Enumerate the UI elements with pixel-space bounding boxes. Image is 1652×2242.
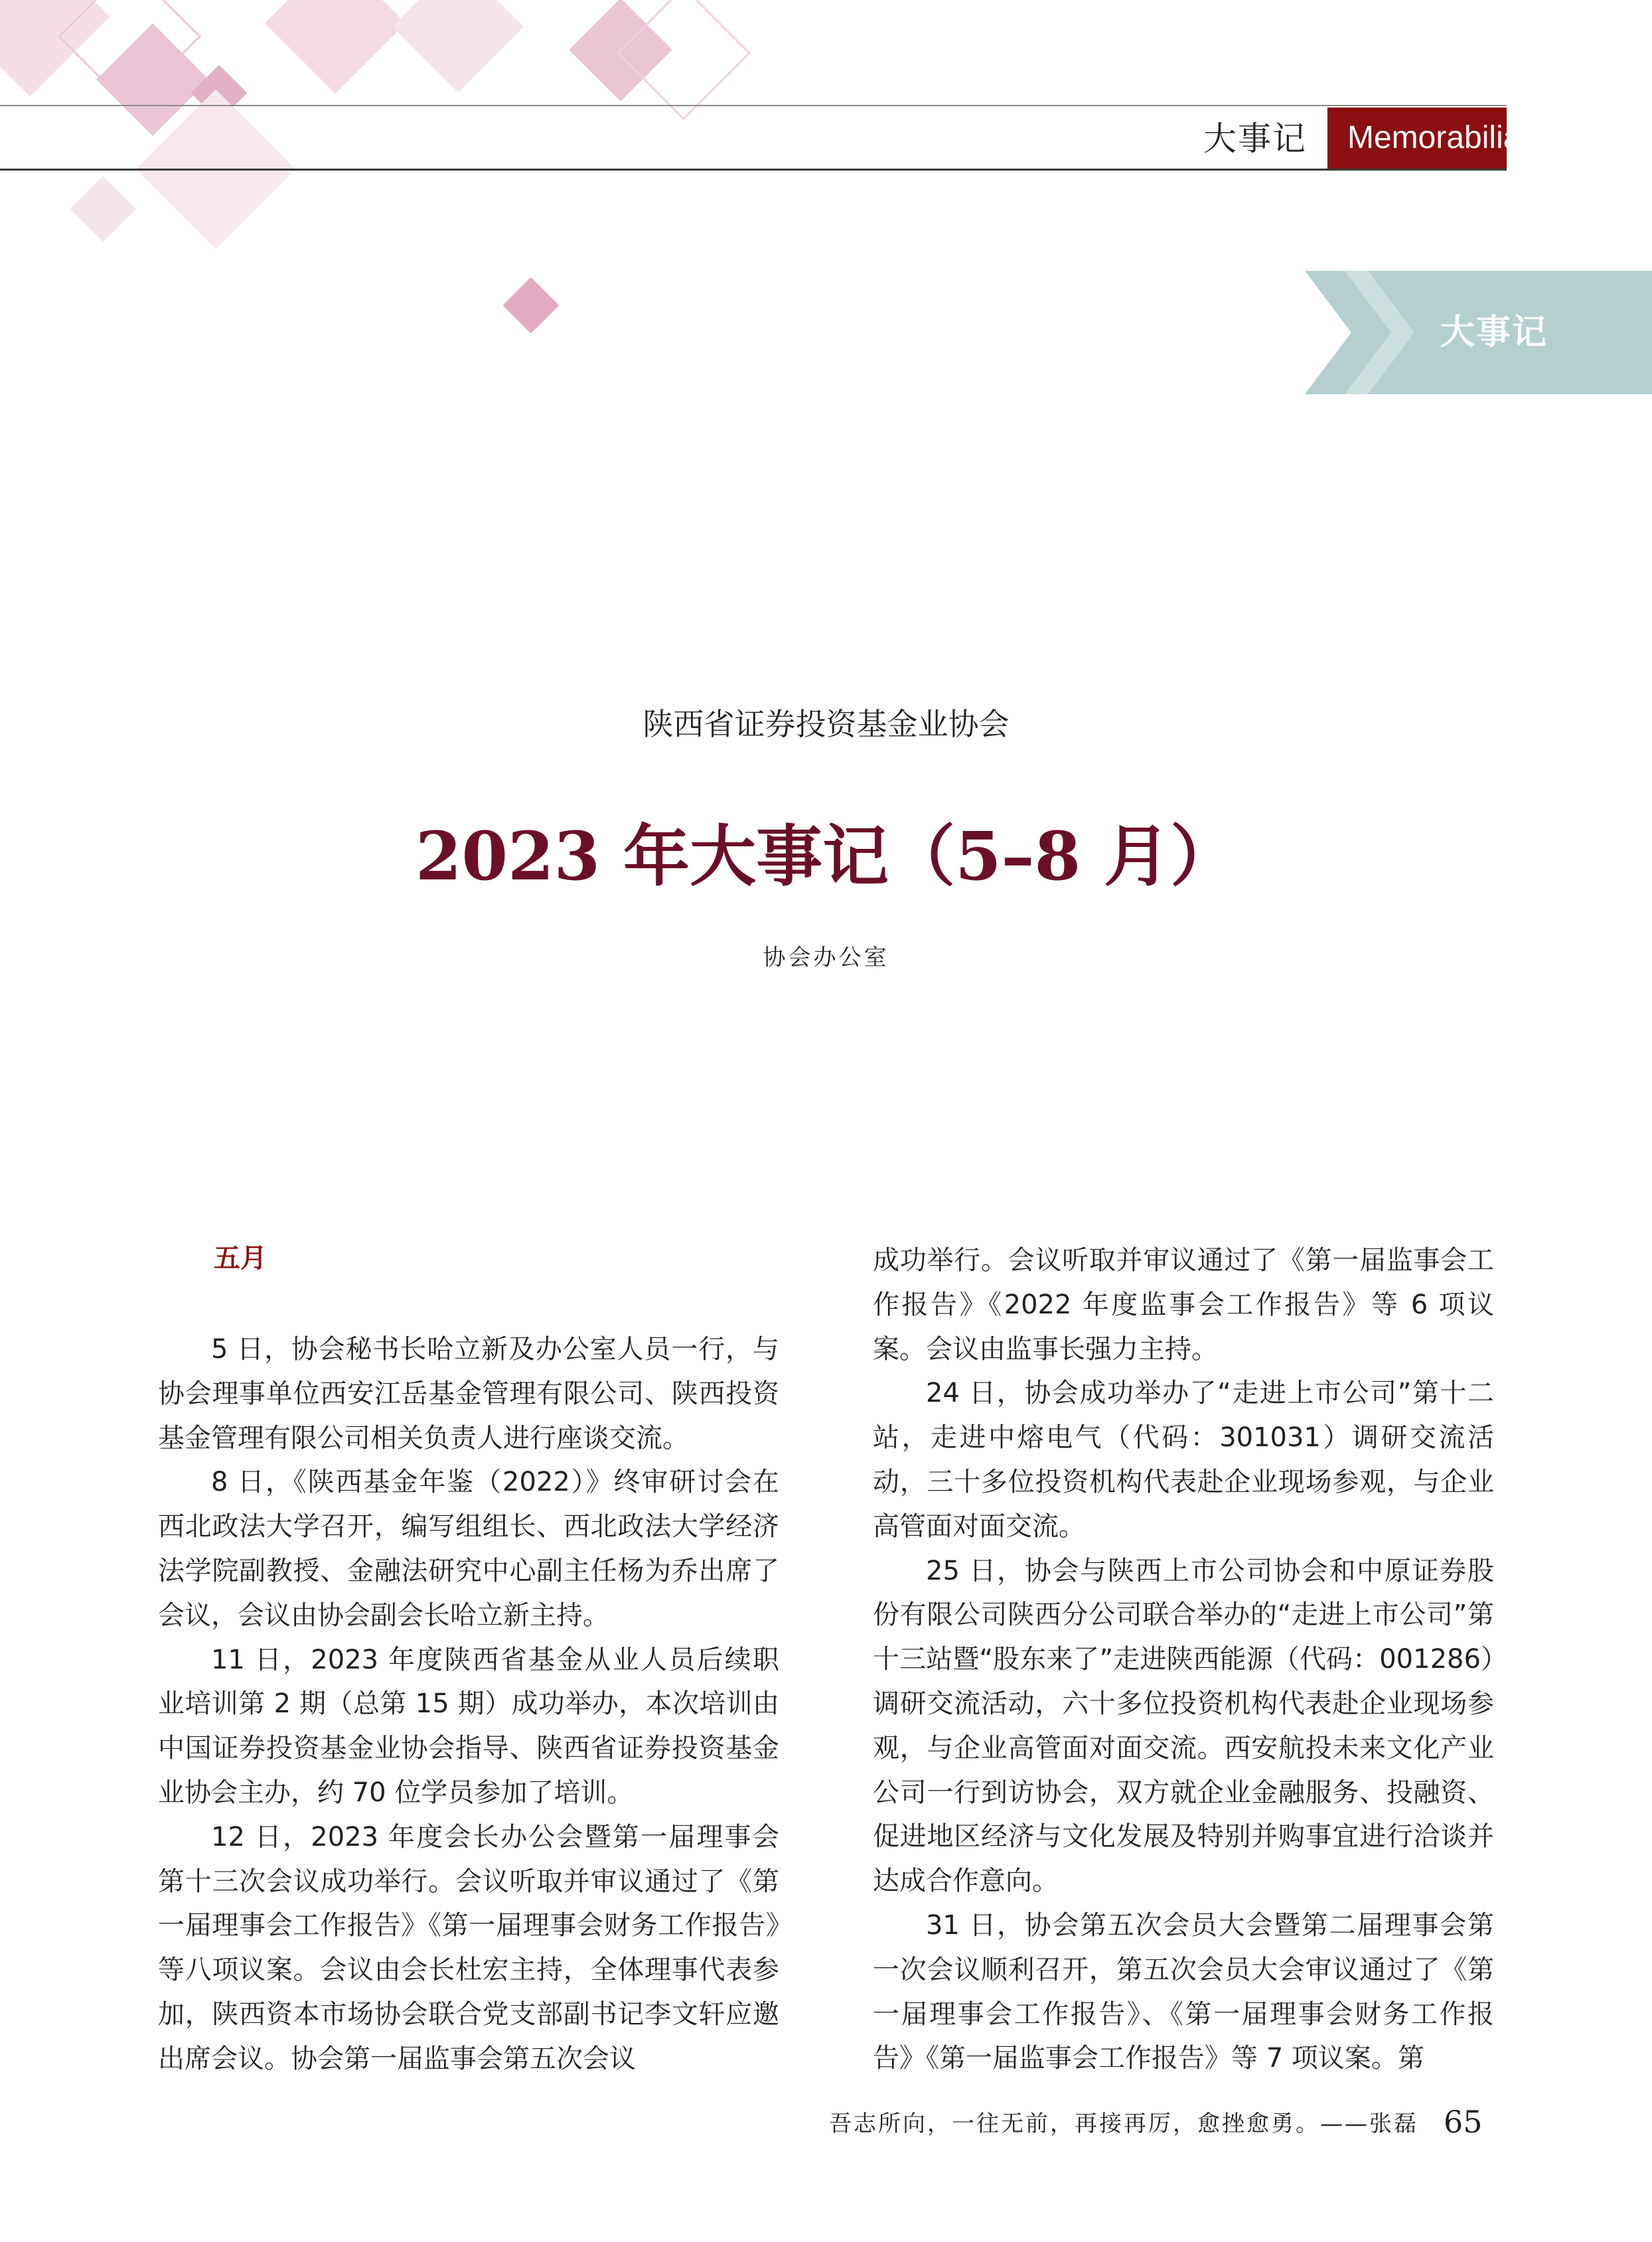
paragraph: 31 日，协会第五次会员大会暨第二届理事会第一次会议顺利召开，第五次会员大会审议通过了《第一届理事会工作报告》、《第一届理事会财务工作报告》《第一届监事会工作报告》等 7 项议案。第 <box>873 1909 1494 2074</box>
decorative-diamond-pattern <box>0 0 796 345</box>
section-tab-label: 大事记 <box>1440 312 1548 352</box>
article-title: 2023 年大事记（5–8 月） <box>415 817 1237 895</box>
paragraph: 11 日，2023 年度陕西省基金从业人员后续职业培训第 2 期（总第 15 期）成功举办，本次培训由中国证券投资基金业协会指导、陕西省证券投资基金业协会主办，约 70 位学员参加了培训。 <box>158 1644 779 1808</box>
header-rule-bottom <box>0 169 1507 171</box>
article-author: 协会办公室 <box>763 944 889 971</box>
right-column <box>873 1238 1494 2081</box>
running-header-section: 大事记 <box>1203 119 1307 158</box>
month-heading: 五月 <box>214 1243 267 1274</box>
paragraph: 25 日，协会与陕西上市公司协会和中原证券股份有限公司陕西分公司联合举办的“走进上市公司”第十三站暨“股东来了”走进陕西能源（代码：001286）调研交流活动，六十多位投资机构代表赴企业现场参观，与企业高管面对面交流。西安航投未来文化产业公司一行到访协会，双方就企业金融服务、投融资、促进地区经济与文化发展及特别并购事宜进行洽谈并达成合作意向。 <box>873 1555 1494 1897</box>
left-column <box>158 1327 779 2081</box>
running-header-english-badge: Memorabilia <box>1327 108 1507 169</box>
footer-quote: 吾志所向，一往无前，再接再厉，愈挫愈勇。——张磊 <box>829 2111 1418 2137</box>
paragraph: 8 日，《陕西基金年鉴（2022）》终审研讨会在西北政法大学召开，编写组组长、西北政法大学经济法学院副教授、金融法研究中心副主任杨为乔出席了会议，会议由协会副会长哈立新主持。 <box>158 1467 779 1631</box>
paragraph: 5 日，协会秘书长哈立新及办公室人员一行，与协会理事单位西安江岳基金管理有限公司、陕西投资基金管理有限公司相关负责人进行座谈交流。 <box>158 1334 779 1454</box>
page-number: 65 <box>1444 2104 1483 2140</box>
organization-name: 陕西省证券投资基金业协会 <box>642 706 1010 742</box>
paragraph: 12 日，2023 年度会长办公会暨第一届理事会第十三次会议成功举行。会议听取并审议通过了《第一届理事会工作报告》《第一届理事会财务工作报告》等八项议案。会议由会长杜宏主持，全体理事代表参加，陕西资本市场协会联合党支部副书记李文轩应邀出席会议。协会第一届监事会第五次会议 <box>158 1821 779 2074</box>
header-rule-top <box>0 105 1507 106</box>
paragraph-continuation: 成功举行。会议听取并审议通过了《第一届监事会工作报告》《2022 年度监事会工作报告》等 6 项议案。会议由监事长强力主持。 <box>873 1245 1494 1365</box>
paragraph: 24 日，协会成功举办了“走进上市公司”第十二站，走进中熔电气（代码：301031）调研交流活动，三十多位投资机构代表赴企业现场参观，与企业高管面对面交流。 <box>873 1378 1494 1542</box>
